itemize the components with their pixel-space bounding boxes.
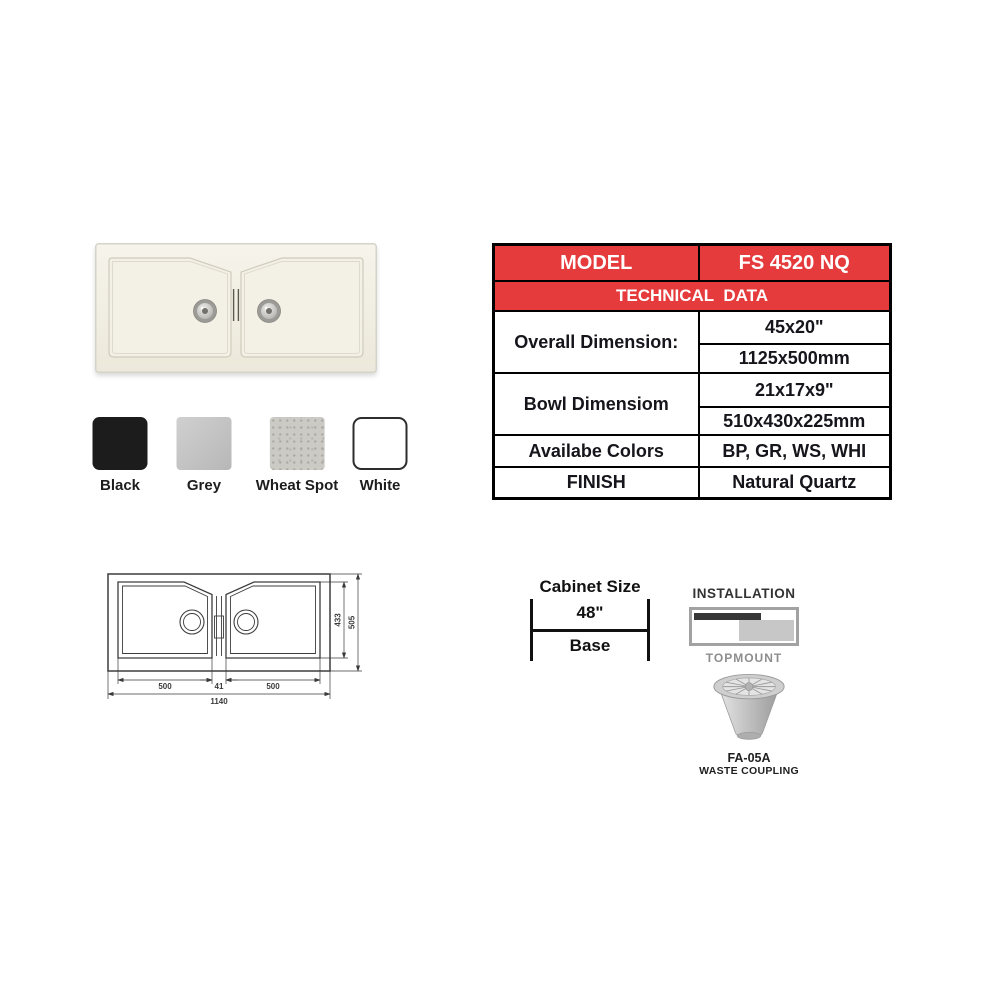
swatch-item-white bbox=[353, 417, 408, 494]
swatch-label: Wheat Spot bbox=[255, 477, 339, 494]
dim-inner-depth: 433 bbox=[333, 613, 343, 627]
cabinet-size-block bbox=[528, 577, 652, 665]
technical-drawing bbox=[100, 558, 375, 713]
cabinet-type: Base bbox=[569, 636, 611, 655]
waste-coupling-label: WASTE COUPLING bbox=[699, 765, 799, 777]
bowl-dimension-inches: 21x17x9" bbox=[699, 373, 891, 407]
waste-coupling-icon bbox=[699, 672, 799, 750]
drawing-sink-outline bbox=[108, 574, 330, 671]
swatch-item-grey bbox=[177, 417, 232, 494]
cabinet-divider-line bbox=[530, 629, 650, 632]
overall-dimension-label: Overall Dimension: bbox=[494, 311, 699, 373]
waste-coupling-model: FA-05A bbox=[727, 751, 771, 765]
waste-coupling-block bbox=[690, 672, 808, 777]
technical-data-title: TECHNICAL DATA bbox=[494, 281, 891, 311]
overall-dimension-mm: 1125x500mm bbox=[699, 344, 891, 373]
dim-total-width: 1140 bbox=[210, 697, 228, 706]
installation-title: INSTALLATION bbox=[692, 586, 796, 601]
table-row bbox=[494, 435, 891, 467]
available-colors-value: BP, GR, WS, WHI bbox=[699, 435, 891, 467]
table-row bbox=[494, 311, 891, 344]
cabinet-size-value: 48" bbox=[576, 603, 604, 622]
swatch-black bbox=[93, 417, 148, 470]
overall-dimension-inches: 45x20" bbox=[699, 311, 891, 344]
dim-outer-depth: 505 bbox=[347, 615, 357, 630]
installation-method: TOPMOUNT bbox=[705, 651, 783, 665]
dim-center-gap: 41 bbox=[214, 682, 224, 691]
topmount-sink-rim-bar bbox=[694, 613, 761, 620]
finish-value: Natural Quartz bbox=[699, 467, 891, 499]
swatch-item-wheat-spot bbox=[256, 417, 339, 494]
table-row-model bbox=[494, 245, 891, 282]
swatch-label: Black bbox=[99, 477, 141, 494]
model-label: MODEL bbox=[494, 245, 699, 282]
table-row bbox=[494, 467, 891, 499]
swatch-item-black bbox=[93, 417, 148, 494]
drawing-dimension-lines bbox=[108, 574, 362, 699]
drain-icon bbox=[194, 300, 217, 323]
swatch-label: Grey bbox=[186, 477, 222, 494]
spec-table bbox=[492, 243, 892, 500]
bowl-dimension-mm: 510x430x225mm bbox=[699, 407, 891, 435]
finish-label: FINISH bbox=[494, 467, 699, 499]
product-photo-sink bbox=[95, 243, 377, 373]
cabinet-size-title: Cabinet Size bbox=[539, 577, 641, 596]
available-colors-label: Availabe Colors bbox=[494, 435, 699, 467]
swatch-grey bbox=[177, 417, 232, 470]
dim-left-bowl-width: 500 bbox=[158, 682, 172, 691]
table-row-technical-data bbox=[494, 281, 891, 311]
dim-right-bowl-width: 500 bbox=[266, 682, 280, 691]
swatch-wheat-spot bbox=[270, 417, 325, 470]
installation-block bbox=[683, 586, 805, 665]
model-value: FS 4520 NQ bbox=[699, 245, 891, 282]
table-row bbox=[494, 373, 891, 407]
drain-icon bbox=[258, 300, 281, 323]
swatch-label: White bbox=[359, 477, 401, 494]
topmount-counter-block bbox=[739, 620, 794, 641]
topmount-diagram-icon bbox=[689, 607, 799, 646]
swatch-white bbox=[353, 417, 408, 470]
bowl-dimension-label: Bowl Dimensiom bbox=[494, 373, 699, 435]
